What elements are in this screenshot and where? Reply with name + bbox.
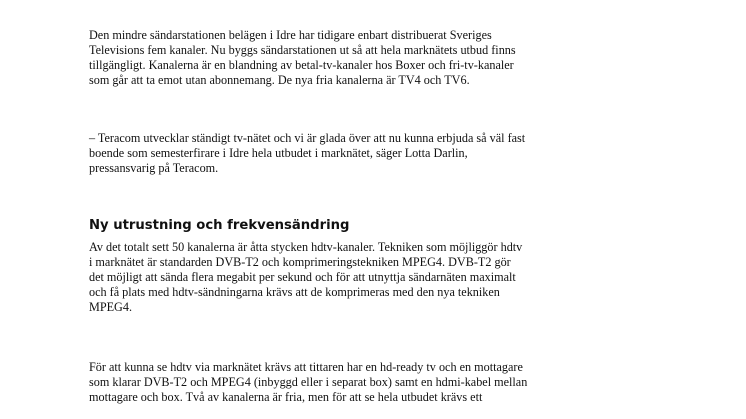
text-line: Av det totalt sett 50 kanalerna är åtta stycken hdtv-kanaler. Tekniken som möjliggör hdtv [89,240,523,254]
text-line: som går att ta emot utan abonnemang. De nya fria kanalerna är TV4 och TV6. [89,73,470,87]
paragraph-hdtv-requirements [89,360,609,405]
paragraph-hdtv-channels [89,240,609,315]
text-line: För att kunna se hdtv via marknätet krävs att tittaren har en hd-ready tv och en mottagare [89,360,523,374]
paragraph-teracom-quote [89,131,609,176]
section-heading: Ny utrustning och frekvensändring [89,218,350,233]
text-line: Televisions fem kanaler. Nu byggs sändarstationen ut så att hela marknätets utbud finns [89,43,516,57]
text-line: pressansvarig på Teracom. [89,161,219,175]
text-line: boende som semesterfirare i Idre hela utbudet i marknätet, säger Lotta Darlin, [89,146,468,160]
text-line: Den mindre sändarstationen belägen i Idre har tidigare enbart distribuerat Sveriges [89,28,492,42]
text-line: mottagare och box. Två av kanalerna är fria, men för att se hela utbudet krävs ett [89,390,483,404]
text-line: – Teracom utvecklar ständigt tv-nätet och vi är glada över att nu kunna erbjuda så väl fast [89,131,526,145]
text-line: tillgängligt. Kanalerna är en blandning av betal-tv-kanaler hos Boxer och fri-tv-kanaler [89,58,514,72]
text-line: som klarar DVB-T2 och MPEG4 (inbyggd eller i separat box) samt en hdmi-kabel mellan [89,375,528,389]
text-line: i marknätet är standarden DVB-T2 och komprimeringstekniken MPEG4. DVB-T2 gör [89,255,511,269]
text-line: MPEG4. [89,300,133,314]
text-line: det möjligt att sända flera megabit per sekund och för att utnyttja sändarnäten maximalt [89,270,516,284]
paragraph-idre-station [89,28,609,88]
text-line: och få plats med hdtv-sändningarna krävs att de komprimeras med den nya tekniken [89,285,500,299]
